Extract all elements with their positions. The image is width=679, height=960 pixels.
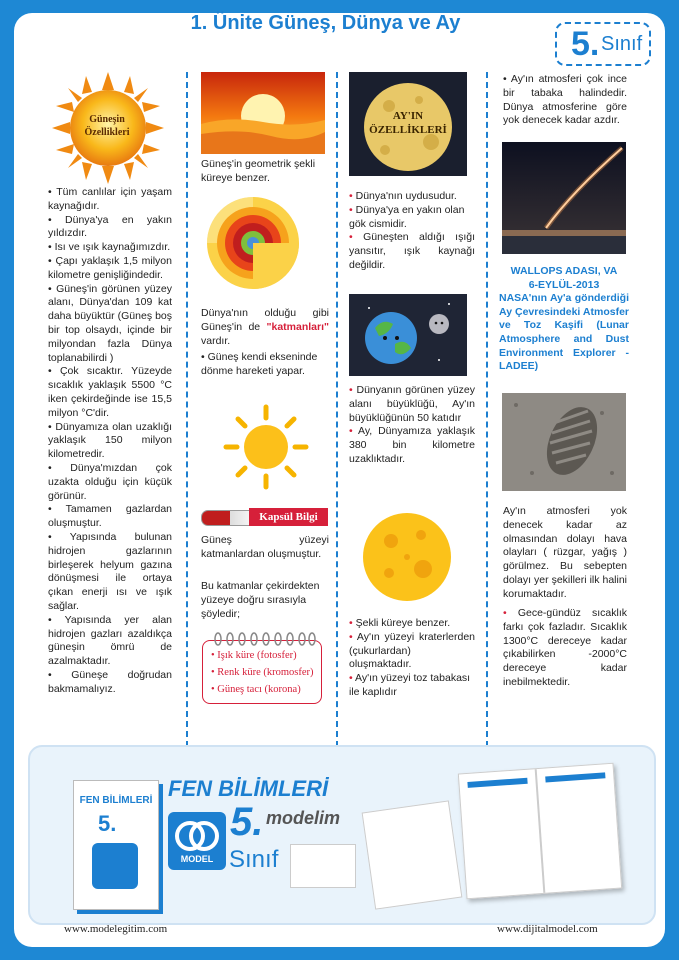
column-divider [336, 72, 338, 757]
sun-badge-label: Güneşin Özellikleri [84, 114, 130, 138]
sun-layers-icon [205, 195, 301, 291]
list-item: • Güneş tacı (korona) [211, 684, 301, 695]
book-title: FEN BİLİMLERİ [79, 795, 153, 806]
moon-atmosphere-text: • Ay'ın atmosferi çok ince bir tabaka halindedir. Dünya atmosferine göre yok denecek kadar azdır. [503, 73, 627, 127]
book-logo-icon [92, 843, 138, 889]
sample-page-header [467, 778, 527, 788]
column-divider [186, 72, 188, 757]
moon-icon [361, 511, 453, 603]
brand-logo [168, 812, 226, 870]
brand-modelim: modelim [266, 808, 341, 828]
list-item: • Dünyanın görünen yüzey alanı büyüklüğü, Ay'ın büyüklüğünün 50 katıdır [349, 384, 476, 424]
footer-url-right[interactable]: www.dijitalmodel.com [497, 923, 598, 935]
rocket-launch-photo [502, 142, 626, 254]
list-item: • Ay'ın yüzeyi toz tabakası ile kaplıdır [349, 672, 471, 698]
brand-number: 5. [230, 800, 264, 844]
list-item: • Güneşten aldığı ışığı yansıtır, ışık kaynağı değildir. [349, 231, 475, 271]
sun-rotation-text: • Güneş kendi ekseninde dönme hareketi yapar. [201, 351, 318, 377]
moon-properties-list-3 [349, 617, 475, 700]
earth-moon-image [349, 294, 467, 376]
sun-icon [223, 404, 309, 490]
sun-surface-text: Güneş yüzeyi katmanlardan oluşmuştur. [201, 534, 329, 560]
highlight-text: "katmanları" [266, 320, 329, 333]
sample-pages-image [458, 763, 622, 900]
footer-url-left[interactable]: www.modelegitim.com [64, 923, 168, 935]
list-item: • Renk küre (kromosfer) [211, 667, 314, 678]
list-item: • Dünya'ya en yakın olan gök cismidir. [349, 203, 465, 230]
sun-properties-list [48, 186, 172, 696]
sun-layers-text: Dünya'nın olduğu gibi Güneş'in de "katmanları" vardır. [201, 307, 329, 347]
moon-properties-list-1 [349, 190, 475, 273]
column-divider [486, 72, 488, 757]
list-item: • Şekli küreye benzer. [349, 617, 451, 629]
brand-title: FEN BİLİMLERİ [168, 776, 329, 801]
list-item: • Işık küre (fotosfer) [211, 650, 297, 661]
sun-photo [201, 72, 325, 154]
list-item: • Dünyamıza olan uzaklığı yaklaşık 150 milyon kilometredir. [48, 420, 172, 461]
book-number: 5. [98, 811, 117, 836]
sun-order-text: Bu katmanlar çekirdekten yüzeye doğru sırasıyla şöyledir; [201, 580, 320, 620]
list-item: • Yapısında yer alan hidrojen gazları azaldıkça güneşin ömrü de azalmaktadır. [48, 613, 172, 668]
list-item: • Çapı yaklaşık 1,5 milyon kilometre genişliğindedir. [48, 254, 172, 281]
kapsul-badge [201, 508, 328, 526]
list-item: • Dünya'mızdan çok uzakta olduğu için küçük görünür. [48, 461, 172, 502]
list-item: • Tamamen gazlardan oluşmuştur. [48, 503, 172, 530]
list-item: • Güneşe doğrudan bakmamalıyız. [48, 668, 172, 695]
list-item: • Yapısında bulunan hidrojen gazlarının birleşerek helyum gazına dönüşmesi ile ortaya çıkan enerji ısı ve ışık sağlar. [48, 530, 172, 612]
spiral-binding [212, 632, 316, 646]
list-item: • Dünya'nın uydusudur. [349, 190, 457, 202]
sun-shape-text: Güneş'in geometrik şekli küreye benzer. [201, 158, 316, 184]
list-item: • Güneş'in görünen yüzey alanı, Dünya'dan 109 kat daha büyüktür (Güneş boş bir top olsaydı, içinde bir milyondan fazla Dünya toplanabilirdi ) [48, 282, 172, 364]
sample-page-spine [535, 769, 546, 893]
list-item: • Ay, Dünyamıza yaklaşık 380 bin kilometre uzaklıktadır. [349, 425, 475, 465]
model-logo-icon [168, 814, 226, 858]
list-item: • Dünya'ya en yakın yıldızdır. [48, 213, 172, 240]
grade-badge [555, 22, 651, 66]
page-title: 1. Ünite Güneş, Dünya ve Ay [190, 12, 461, 34]
brand-sinif: Sınıf [229, 846, 279, 873]
grade-number: 5. [571, 25, 600, 63]
moon-properties-list-2 [349, 384, 475, 467]
kapsul-label: Kapsül Bilgi [249, 508, 328, 526]
list-item: • Çok sıcaktır. Yüzeyde sıcaklık yaklaşık 5500 °C iken çekirdeğinde ise 15,5 milyon °C'dir. [48, 365, 172, 419]
moon-badge-line1: AY'IN [392, 110, 424, 122]
footprint-photo [502, 393, 626, 491]
list-item: • Tüm canlılar için yaşam kaynağıdır. [48, 186, 172, 212]
list-item: • Ay'ın yüzeyi kraterlerden (çukurlardan) oluşmaktadır. [349, 630, 476, 671]
logo-text: MODEL [180, 854, 214, 864]
moon-temperature-text: • Gece-gündüz sıcaklık farkı çok fazladır. Sıcaklık 1300°C dereceye kadar çıkabilirken -2000°C dereceye kadar inebilmektedir. [503, 607, 628, 688]
ladee-caption: WALLOPS ADASI, VA 6-EYLÜL-2013 NASA'nın Ay'a gönderdiği Ay Çevresindeki Atmosfer ve Toz Kaşifi (Lunar Atmosphere and Dust Environment Explorer -LADEE) [499, 265, 629, 373]
list-item: • Isı ve ışık kaynağımızdır. [48, 241, 171, 254]
sample-pages-image [362, 800, 463, 909]
moon-badge-line2: ÖZELLİKLERİ [369, 124, 447, 136]
grade-label: Sınıf [601, 33, 643, 55]
book-cover [73, 780, 159, 910]
sample-page-header [545, 772, 605, 782]
sun-layers-box [202, 640, 322, 704]
moon-weather-text: Ay'ın atmosferi yok denecek kadar az olmasından dolayı hava olayları ( rüzgar, yağış ) görülmez. Bu sebepten dolayı yer şekilleri ilk halini korumaktadır. [503, 505, 627, 600]
sample-pages-image [290, 844, 356, 888]
